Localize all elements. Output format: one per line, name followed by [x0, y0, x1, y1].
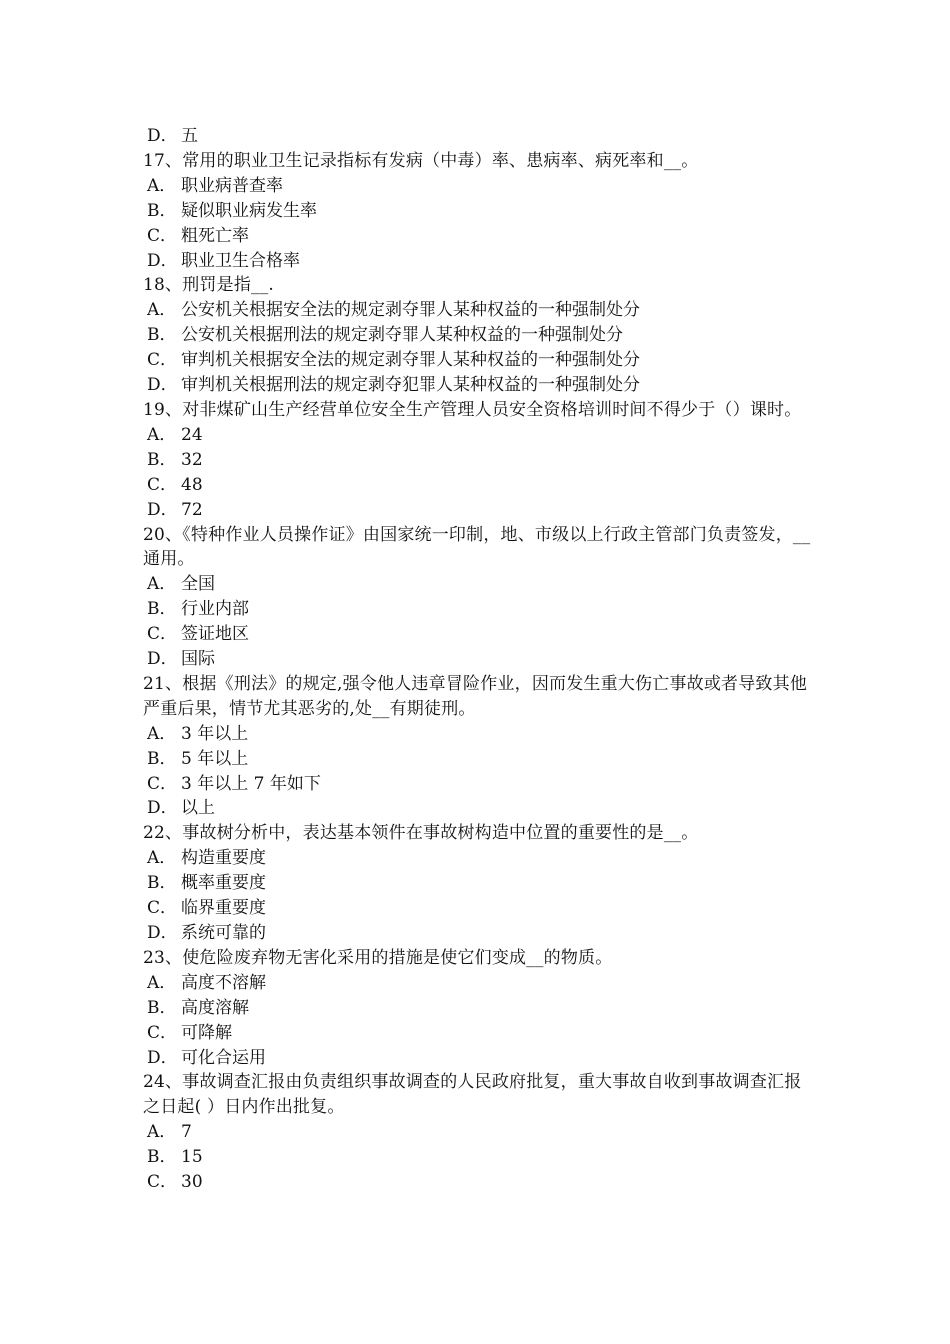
option-letter: A．	[147, 574, 177, 595]
option-letter: A．	[147, 1122, 177, 1143]
option-letter: B．	[147, 325, 177, 346]
option-text: 7	[181, 1122, 192, 1143]
option-item	[143, 772, 811, 797]
option-letter: A．	[147, 723, 177, 744]
option-letter: B．	[147, 599, 177, 620]
option-text: 临界重要度	[181, 898, 266, 919]
option-item	[143, 199, 811, 224]
option-letter: B．	[147, 748, 177, 769]
question-22: 22、事故树分析中，表达基本领件在事故树构造中位置的重要性的是__。	[143, 823, 699, 844]
option-text: 可降解	[181, 1022, 232, 1043]
option-letter: C．	[147, 350, 178, 371]
option-item	[143, 921, 811, 946]
option-text: 粗死亡率	[181, 225, 249, 246]
option-item	[143, 1046, 811, 1071]
option-item	[143, 1170, 811, 1195]
option-letter: C．	[147, 1172, 178, 1193]
option-letter: D．	[147, 1047, 178, 1068]
question-18: 18、刑罚是指__.	[143, 275, 275, 296]
option-item	[143, 348, 811, 373]
option-letter: D．	[147, 499, 178, 520]
option-letter: D．	[147, 375, 178, 396]
option-item	[143, 1145, 811, 1170]
option-text: 32	[181, 449, 203, 470]
option-text: 系统可靠的	[181, 923, 266, 943]
option-letter: D．	[147, 649, 178, 670]
option-text: 审判机关根据安全法的规定剥夺罪人某种权益的一种强制处分	[181, 350, 640, 371]
option-letter: B．	[147, 200, 177, 221]
question-20: 20、《特种作业人员操作证》由国家统一印制，地、市级以上行政主管部门负责签发，__通用。	[143, 524, 811, 570]
option-item	[143, 896, 811, 921]
option-item	[143, 423, 811, 448]
option-text: 国际	[181, 649, 215, 670]
option-text: 48	[181, 474, 203, 495]
option-letter: A．	[147, 424, 177, 445]
option-item	[143, 323, 811, 348]
option-item	[143, 722, 811, 747]
option-letter: B．	[147, 873, 177, 894]
option-letter: C．	[147, 474, 178, 495]
option-item	[143, 249, 811, 274]
option-letter: C．	[147, 1022, 178, 1043]
option-item	[143, 1120, 811, 1145]
option-letter: C．	[147, 898, 178, 919]
option-letter: C．	[147, 624, 178, 645]
option-item	[143, 473, 811, 498]
question-23: 23、使危险废弃物无害化采用的措施是使它们变成__的物质。	[143, 947, 613, 968]
option-letter: D．	[147, 798, 178, 819]
option-letter: D．	[147, 923, 178, 943]
option-item	[143, 871, 811, 896]
option-text: 职业病普查率	[181, 175, 283, 196]
option-item	[143, 373, 811, 398]
option-item	[143, 448, 811, 473]
option-letter: C．	[147, 225, 178, 246]
question-21: 21、根据《刑法》的规定,强令他人违章冒险作业，因而发生重大伤亡事故或者导致其他严重后果，情节尤其恶劣的,处__有期徒刑。	[143, 673, 808, 719]
option-text: 公安机关根据刑法的规定剥夺罪人某种权益的一种强制处分	[181, 325, 623, 346]
option-text: 五	[181, 126, 198, 146]
option-letter: A．	[147, 972, 177, 993]
option-item	[143, 597, 811, 622]
question-list	[143, 124, 811, 1195]
question-24: 24、事故调查汇报由负责组织事故调查的人民政府批复，重大事故自收到事故调查汇报之日起( ）日内作出批复。	[143, 1072, 802, 1118]
option-text: 高度不溶解	[181, 972, 266, 993]
option-item	[143, 224, 811, 249]
option-letter: B．	[147, 449, 177, 470]
option-text: 3 年以上	[181, 723, 249, 744]
option-letter: D．	[147, 126, 178, 146]
option-text: 5 年以上	[181, 748, 249, 769]
option-text: 审判机关根据刑法的规定剥夺犯罪人某种权益的一种强制处分	[181, 375, 640, 396]
option-item	[143, 1021, 811, 1046]
option-item	[143, 572, 811, 597]
option-text: 高度溶解	[181, 997, 249, 1018]
option-text: 15	[181, 1147, 203, 1168]
option-letter: B．	[147, 997, 177, 1018]
option-letter: B．	[147, 1147, 177, 1168]
option-letter: A．	[147, 848, 177, 869]
option-text: 可化合运用	[181, 1047, 266, 1068]
option-item	[143, 298, 811, 323]
option-text: 72	[181, 499, 203, 520]
option-item	[143, 174, 811, 199]
option-text: 签证地区	[181, 624, 249, 645]
option-item	[143, 647, 811, 672]
option-text: 概率重要度	[181, 873, 266, 894]
option-text: 行业内部	[181, 599, 249, 620]
question-17: 17、常用的职业卫生记录指标有发病（中毒）率、患病率、病死率和__。	[143, 150, 699, 171]
option-letter: A．	[147, 300, 177, 321]
option-item	[143, 846, 811, 871]
option-text: 全国	[181, 574, 215, 595]
option-text: 构造重要度	[181, 848, 266, 869]
option-letter: A．	[147, 175, 177, 196]
option-item	[143, 622, 811, 647]
option-text: 疑似职业病发生率	[181, 200, 317, 221]
option-text: 以上	[181, 798, 215, 819]
option-text: 公安机关根据安全法的规定剥夺罪人某种权益的一种强制处分	[181, 300, 640, 321]
option-letter: C．	[147, 773, 178, 794]
option-item	[143, 747, 811, 772]
question-19: 19、对非煤矿山生产经营单位安全生产管理人员安全资格培训时间不得少于（）课时。	[143, 399, 802, 420]
option-item	[143, 124, 811, 149]
option-item	[143, 796, 811, 821]
option-text: 职业卫生合格率	[181, 250, 300, 271]
option-text: 3 年以上 7 年如下	[181, 773, 321, 794]
option-item	[143, 971, 811, 996]
option-item	[143, 996, 811, 1021]
option-item	[143, 498, 811, 523]
option-text: 30	[181, 1172, 203, 1193]
option-letter: D．	[147, 250, 178, 271]
option-text: 24	[181, 424, 203, 445]
